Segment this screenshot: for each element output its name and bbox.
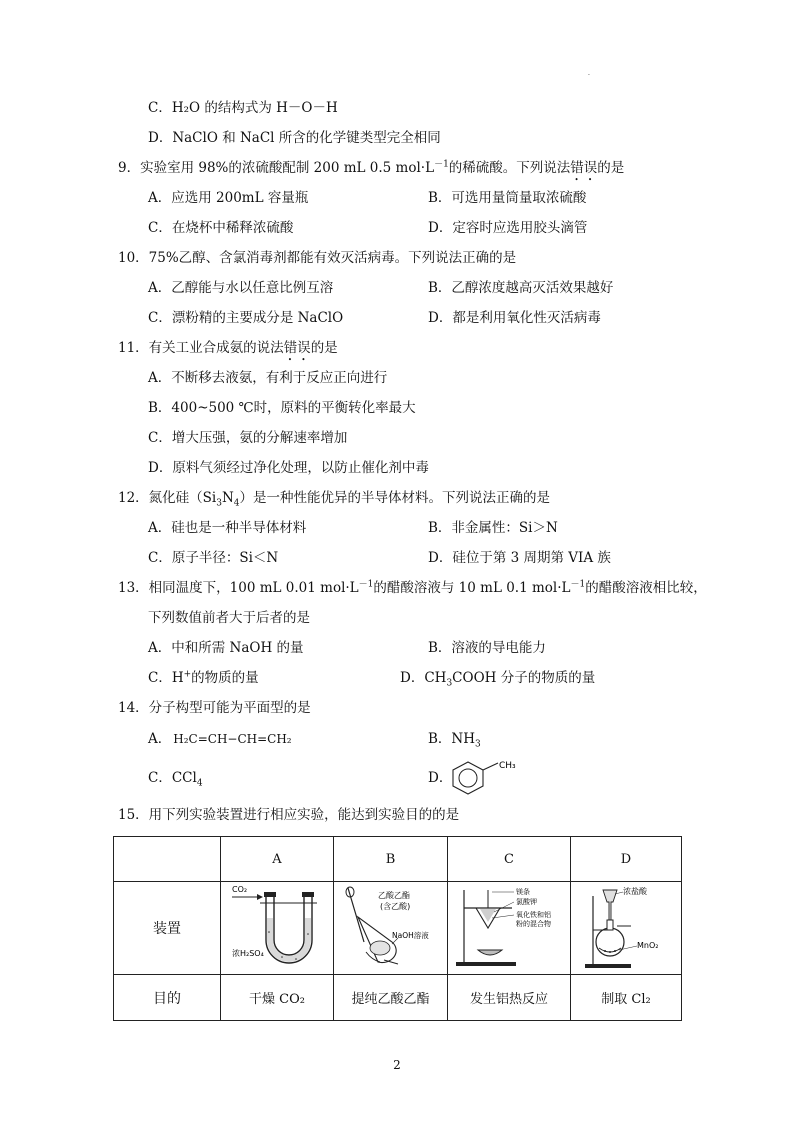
svg-text:乙酸乙酯: 乙酸乙酯 xyxy=(377,891,410,900)
svg-text:氧化铁和铝: 氧化铁和铝 xyxy=(516,911,551,919)
purpose-a: 干燥 CO₂ xyxy=(221,975,334,1021)
apparatus-a xyxy=(221,882,334,975)
apparatus-b xyxy=(334,882,448,975)
q12-option-c: C．原子半径：Si＜N xyxy=(148,550,279,566)
q8-option-c: C．H₂O 的结构式为 H－O－H xyxy=(148,100,338,116)
q9-option-a: A．应选用 200mL 容量瓶 xyxy=(148,190,309,206)
chlorine-generation-apparatus xyxy=(571,882,681,970)
header-d: D xyxy=(571,837,682,882)
svg-text:浓盐酸: 浓盐酸 xyxy=(623,887,647,896)
apparatus-label: 装置 xyxy=(114,882,221,975)
u-tube-drying-apparatus xyxy=(222,882,332,970)
q11-stem: 11．有关工业合成氨的说法错误的是 xyxy=(118,340,338,356)
q14-option-c: C．CCl$_4$ xyxy=(148,770,203,789)
svg-text:CO₂: CO₂ xyxy=(232,885,248,894)
q12-option-b: B．非金属性：Si＞N xyxy=(428,520,558,536)
purpose-label: 目的 xyxy=(114,975,221,1021)
q8-option-d: D．NaClO 和 NaCl 所含的化学键类型完全相同 xyxy=(148,130,441,146)
q13-option-c: C．H+的物质的量 xyxy=(148,669,259,686)
q10-stem: 10．75%乙醇、含氯消毒剂都能有效灭活病毒。下列说法正确的是 xyxy=(118,250,517,266)
header-b: B xyxy=(334,837,448,882)
svg-text:浓H₂SO₄: 浓H₂SO₄ xyxy=(232,949,264,958)
apparatus-d xyxy=(571,882,682,975)
q10-option-c: C．漂粉精的主要成分是 NaClO xyxy=(148,310,344,326)
experiment-table xyxy=(113,836,682,1021)
apparatus-row xyxy=(114,882,682,975)
corner-mark: . xyxy=(588,70,590,77)
toluene-structure xyxy=(448,758,528,800)
svg-text:镁条: 镁条 xyxy=(516,888,530,896)
q12-stem: 12．氮化硅$(Si_3N_4)$是一种性能优异的半导体材料。下列说法正确的是 xyxy=(118,490,551,509)
header-empty xyxy=(114,837,221,882)
toluene-ch3-label: CH₃ xyxy=(499,761,516,771)
q12-option-a: A．硅也是一种半导体材料 xyxy=(148,520,307,536)
q13-option-a: A．中和所需 NaOH 的量 xyxy=(148,640,304,656)
q12-option-d: D．硅位于第 3 周期第 VIA 族 xyxy=(428,550,611,566)
page-number: 2 xyxy=(393,1058,401,1072)
separatory-funnel-apparatus xyxy=(336,882,446,970)
q15-stem: 15．用下列实验装置进行相应实验，能达到实验目的的是 xyxy=(118,807,460,823)
table-header-row xyxy=(114,837,682,882)
apparatus-c xyxy=(448,882,571,975)
q11-option-c: C．增大压强，氨的分解速率增加 xyxy=(148,430,348,446)
q11-option-b: B．400~500 ℃时，原料的平衡转化率最大 xyxy=(148,400,416,416)
q13-option-d: D．$CH_3COOH$ 分子的物质的量 xyxy=(400,670,596,689)
purpose-c: 发生铝热反应 xyxy=(448,975,571,1021)
q14-option-a: A． H₂C=CH−CH=CH₂ xyxy=(148,731,292,747)
purpose-b: 提纯乙酸乙酯 xyxy=(334,975,448,1021)
thermite-reaction-apparatus xyxy=(450,882,568,970)
svg-text:MnO₂: MnO₂ xyxy=(637,941,659,950)
q14-stem: 14．分子构型可能为平面型的是 xyxy=(118,700,311,716)
q14-option-d: D． xyxy=(428,770,453,786)
q11-option-d: D．原料气须经过净化处理，以防止催化剂中毒 xyxy=(148,460,429,476)
q10-option-b: B．乙醇浓度越高灭活效果越好 xyxy=(428,280,614,296)
svg-text:(含乙酸): (含乙酸) xyxy=(379,902,410,911)
svg-text:NaOH溶液: NaOH溶液 xyxy=(391,931,429,940)
q10-option-d: D．都是利用氧化性灭活病毒 xyxy=(428,310,601,326)
q14-option-b: B．$NH_3$ xyxy=(428,731,481,750)
q13-stem-line1: 13．相同温度下，100 mL 0.01 $mol\cdot L^{-1}$的醋酸溶液与 10 mL 0.1 $mol\cdot L^{-1}$的醋酸溶液相比较， xyxy=(118,579,707,596)
q11-option-a: A．不断移去液氨，有利于反应正向进行 xyxy=(148,370,388,386)
header-c: C xyxy=(448,837,571,882)
svg-text:氯酸钾: 氯酸钾 xyxy=(516,898,537,906)
q9-option-d: D．定容时应选用胶头滴管 xyxy=(428,220,588,236)
q9-option-c: C．在烧杯中稀释浓硫酸 xyxy=(148,220,294,236)
purpose-d: 制取 Cl₂ xyxy=(571,975,682,1021)
purpose-row xyxy=(114,975,682,1021)
q9-option-b: B．可选用量筒量取浓硫酸 xyxy=(428,190,587,206)
q9-stem: 9．实验室用 98%的浓硫酸配制 200 mL 0.5 $mol\cdot L^{-1}$的稀硫酸。下列说法错误的是 xyxy=(118,159,625,176)
q10-option-a: A．乙醇能与水以任意比例互溶 xyxy=(148,280,334,296)
header-a: A xyxy=(221,837,334,882)
q13-stem-line2: 下列数值前者大于后者的是 xyxy=(148,610,310,626)
svg-text:粉的混合物: 粉的混合物 xyxy=(516,920,551,928)
q13-option-b: B．溶液的导电能力 xyxy=(428,640,546,656)
butadiene-formula: H₂C=CH−CH=CH₂ xyxy=(173,732,292,746)
